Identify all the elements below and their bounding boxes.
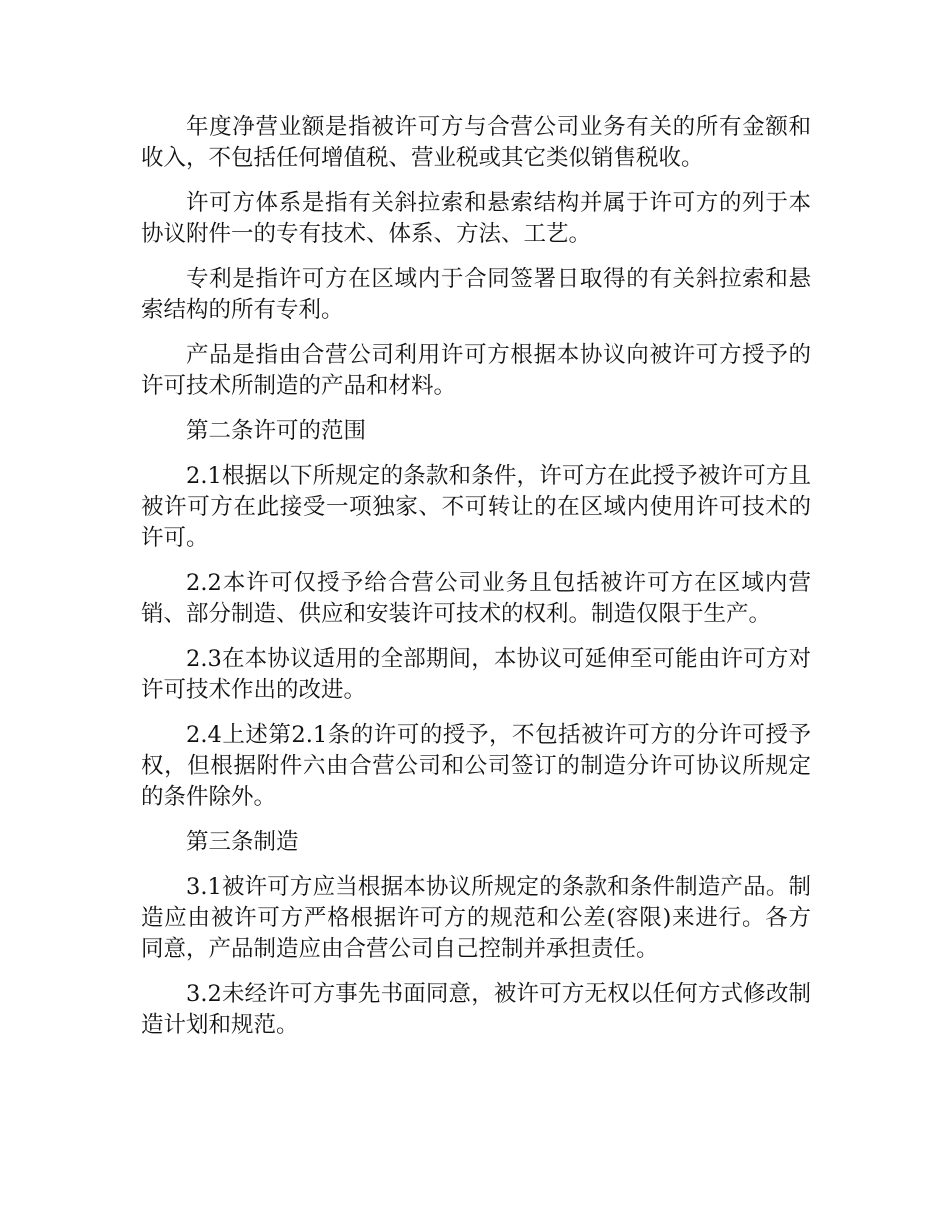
clause-2-2: 2.2本许可仅授予给合营公司业务且包括被许可方在区域内营销、部分制造、供应和安装许可技术的权利。制造仅限于生产。 — [141, 570, 811, 627]
document-page — [141, 112, 811, 1055]
section-heading-article-3: 第三条制造 — [186, 829, 299, 855]
paragraph-patent-definition: 专利是指许可方在区域内于合同签署日取得的有关斜拉索和悬索结构的所有专利。 — [141, 266, 811, 323]
section-heading-article-2: 第二条许可的范围 — [186, 418, 367, 444]
clause-2-1: 2.1根据以下所规定的条款和条件，许可方在此授予被许可方且被许可方在此接受一项独家、不可转让的在区域内使用许可技术的许可。 — [141, 463, 811, 551]
clause-2-3: 2.3在本协议适用的全部期间，本协议可延伸至可能由许可方对许可技术作出的改进。 — [141, 646, 811, 703]
clause-3-1: 3.1被许可方应当根据本协议所规定的条款和条件制造产品。制造应由被许可方严格根据许可方的规范和公差(容限)来进行。各方同意，产品制造应由合营公司自己控制并承担责任。 — [141, 874, 811, 962]
paragraph-net-turnover-definition: 年度净营业额是指被许可方与合营公司业务有关的所有金额和收入，不包括任何增值税、营业税或其它类似销售税收。 — [141, 114, 811, 171]
paragraph-licensor-system-definition: 许可方体系是指有关斜拉索和悬索结构并属于许可方的列于本协议附件一的专有技术、体系、方法、工艺。 — [141, 190, 811, 247]
clause-3-2: 3.2未经许可方事先书面同意，被许可方无权以任何方式修改制造计划和规范。 — [141, 981, 811, 1038]
paragraph-product-definition: 产品是指由合营公司利用许可方根据本协议向被许可方授予的许可技术所制造的产品和材料。 — [141, 342, 811, 399]
clause-2-4: 2.4上述第2.1条的许可的授予，不包括被许可方的分许可授予权，但根据附件六由合营公司和公司签订的制造分许可协议所规定的条件除外。 — [141, 722, 811, 810]
